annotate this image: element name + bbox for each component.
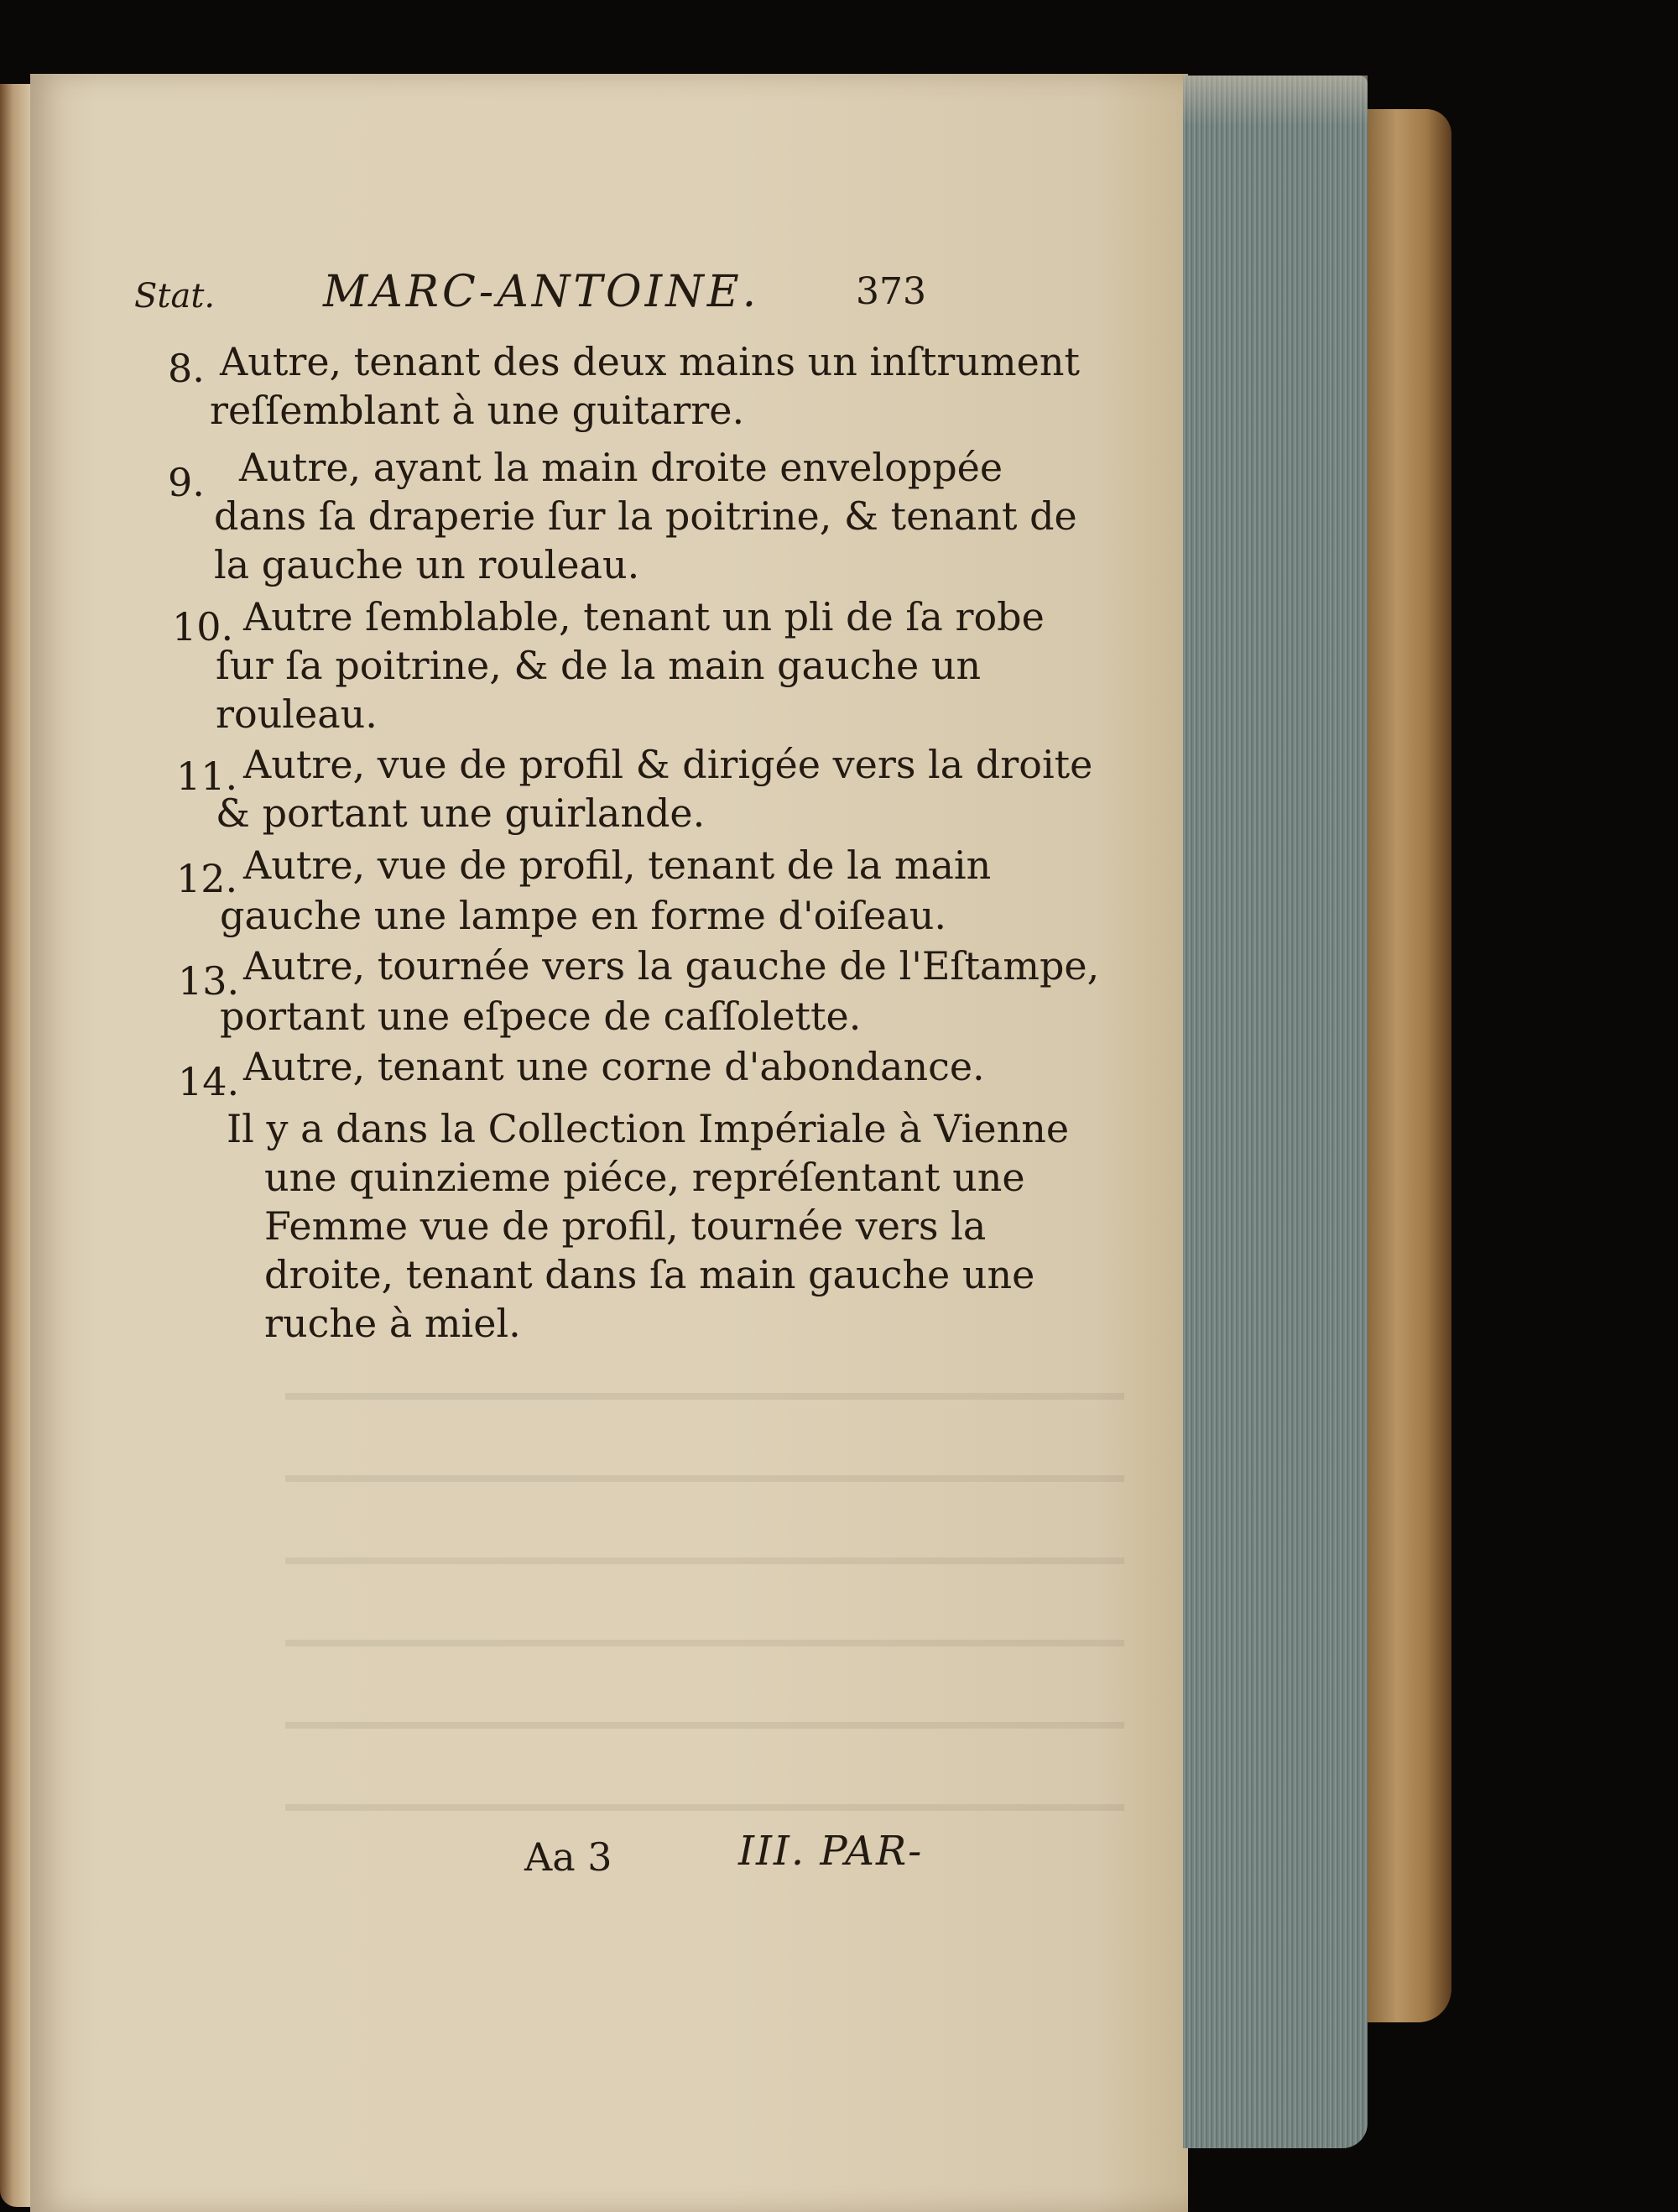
entry-line: rouleau. [216,691,378,737]
note-line: Il y a dans la Collection Impériale à Vienne [227,1106,1070,1151]
entry-number: 13. [178,958,240,1004]
entry-line: & portant une guirlande. [216,790,706,836]
entry-line: portant une eſpece de caſſolette. [220,994,862,1039]
entry-line: Autre, vue de profil, tenant de la main [243,843,992,888]
entry-line: Autre, vue de profil & dirigée vers la droite [243,742,1093,787]
entry-line: ſur ſa poitrine, & de la main gauche un [216,643,982,688]
entry-line: dans ſa draperie ſur la poitrine, & tenant de [214,493,1077,539]
entry-number: 10. [172,604,234,650]
note-line: droite, tenant dans ſa main gauche une [264,1252,1035,1297]
signature-mark: Aa 3 [524,1834,612,1880]
show-through-text [117,1326,1124,1829]
entry-line: gauche une lampe en forme d'oiſeau. [220,893,946,938]
note-line: ruche à miel. [264,1301,521,1346]
entry-number: 11. [176,754,238,799]
entry-number: 14. [178,1059,240,1104]
margin-note: Stat. [134,277,216,316]
book-cover [1368,109,1451,2022]
entry-number: 9. [168,460,205,505]
entry-line: Autre, tournée vers la gauche de l'Eſtampe, [243,943,1100,989]
entry-line: Autre ſemblable, tenant un pli de ſa robe [243,594,1045,639]
catchword: III. PAR- [738,1828,924,1875]
entry-line: la gauche un rouleau. [214,542,640,587]
entry-line: Autre, tenant des deux mains un inſtrument [220,339,1080,384]
left-page-edge [0,84,32,2207]
page-block-edges [1183,76,1368,2148]
entry-line: reſſemblant à une guitarre. [210,388,745,433]
entry-number: 12. [176,856,238,901]
page-number: 373 [856,270,926,313]
entry-number: 8. [168,346,205,391]
note-line: une quinzieme piéce, repréſentant une [264,1155,1025,1200]
entry-line: Autre, ayant la main droite enveloppée [239,445,1003,490]
page-block-top-shade [1183,76,1368,126]
running-title: MARC-ANTOINE. [323,267,760,317]
entry-line: Autre, tenant une corne d'abondance. [243,1044,985,1089]
note-line: Femme vue de profil, tournée vers la [264,1203,987,1249]
